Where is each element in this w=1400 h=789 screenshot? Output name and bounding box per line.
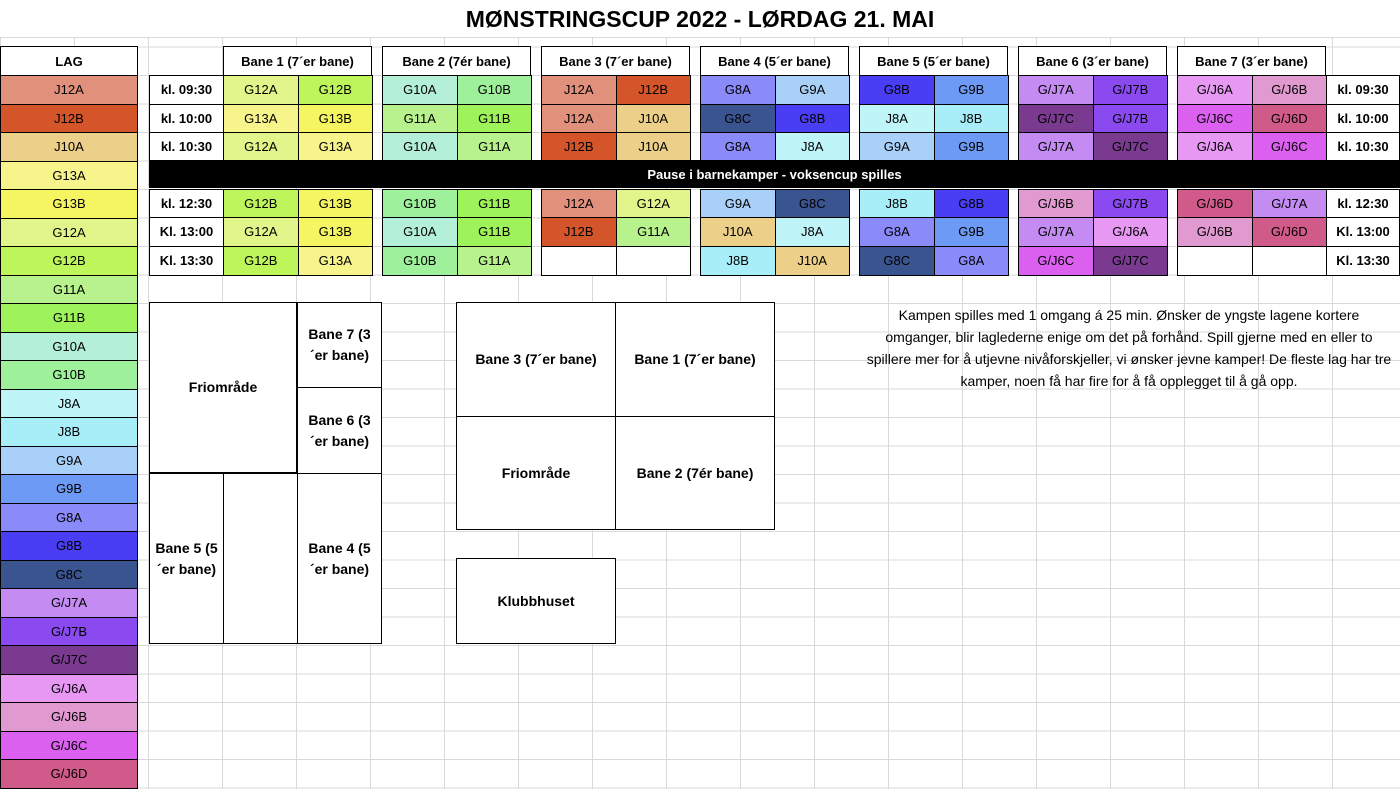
match-team: J8A — [859, 104, 935, 134]
map-bane6: Bane 6 (3´er bane) — [297, 387, 382, 474]
match-team: G9B — [934, 132, 1010, 162]
match-team: G9B — [934, 217, 1010, 247]
page-title: MØNSTRINGSCUP 2022 - LØRDAG 21. MAI — [0, 0, 1400, 38]
lag-item: G12B — [0, 246, 138, 276]
match-team: G13A — [223, 104, 299, 134]
lag-item: G13A — [0, 161, 138, 191]
match-team: G9A — [859, 132, 935, 162]
match-team: J10A — [700, 217, 776, 247]
match-team: G10A — [382, 217, 458, 247]
match-team — [616, 246, 692, 276]
match-team: G13B — [298, 217, 374, 247]
pause-banner: Pause i barnekamper - voksencup spilles — [149, 160, 1400, 188]
lag-item: G8A — [0, 503, 138, 533]
match-team: G/J6C — [1177, 104, 1253, 134]
map-bane2: Bane 2 (7ér bane) — [615, 416, 775, 530]
match-team: G/J6D — [1252, 217, 1328, 247]
lag-item: G/J7B — [0, 617, 138, 647]
lag-header: LAG — [0, 46, 138, 76]
match-team: G/J7A — [1252, 189, 1328, 219]
lag-item: G/J6C — [0, 731, 138, 761]
match-team: J12B — [541, 217, 617, 247]
map-friomrade-right: Friområde — [456, 416, 616, 530]
match-team: J8B — [934, 104, 1010, 134]
match-team: G/J6B — [1252, 75, 1328, 105]
map-bane5: Bane 5 (5´er bane) — [149, 473, 224, 644]
lag-item: G/J7A — [0, 588, 138, 618]
match-team: G8A — [700, 75, 776, 105]
match-team: G8A — [859, 217, 935, 247]
match-team: J12A — [541, 75, 617, 105]
match-team: G/J6A — [1093, 217, 1169, 247]
lag-item: G10A — [0, 332, 138, 362]
lag-item: G/J6A — [0, 674, 138, 704]
match-team — [1252, 246, 1328, 276]
lag-item: G/J6D — [0, 759, 138, 789]
court-header: Bane 1 (7´er bane) — [223, 46, 372, 76]
match-team: G/J6C — [1252, 132, 1328, 162]
match-team: G9A — [775, 75, 851, 105]
time-label: kl. 09:30 — [149, 75, 224, 105]
lag-item: J8A — [0, 389, 138, 419]
match-team: G8C — [700, 104, 776, 134]
match-team: G9A — [700, 189, 776, 219]
map-bane7: Bane 7 (3´er bane) — [297, 302, 382, 388]
match-team: G11A — [457, 246, 533, 276]
lag-item: G10B — [0, 360, 138, 390]
match-team: G13B — [298, 104, 374, 134]
time-label-right: Kl. 13:30 — [1326, 246, 1400, 276]
match-team: J8A — [775, 217, 851, 247]
match-team: G/J7A — [1018, 217, 1094, 247]
lag-item: G/J7C — [0, 645, 138, 675]
match-team: J12B — [541, 132, 617, 162]
lag-item: J10A — [0, 132, 138, 162]
match-team: G12B — [223, 246, 299, 276]
map-bane3: Bane 3 (7´er bane) — [456, 302, 616, 417]
map-klubbhuset: Klubbhuset — [456, 558, 616, 644]
court-header: Bane 2 (7ér bane) — [382, 46, 531, 76]
match-team: G/J6A — [1177, 132, 1253, 162]
lag-item: G11B — [0, 303, 138, 333]
match-team: G11A — [616, 217, 692, 247]
match-team: G/J6D — [1177, 189, 1253, 219]
match-team: G9B — [934, 75, 1010, 105]
match-team: J8A — [775, 132, 851, 162]
map-bane1: Bane 1 (7´er bane) — [615, 302, 775, 417]
match-team: J12B — [616, 75, 692, 105]
time-label: Kl. 13:30 — [149, 246, 224, 276]
match-team: G8A — [700, 132, 776, 162]
match-team: G/J7C — [1093, 132, 1169, 162]
map-empty-cell — [223, 473, 298, 644]
map-bane4: Bane 4 (5´er bane) — [297, 473, 382, 644]
lag-item: G8C — [0, 560, 138, 590]
match-team: G12A — [616, 189, 692, 219]
match-team — [1177, 246, 1253, 276]
match-team: J10A — [616, 132, 692, 162]
match-team: J8B — [859, 189, 935, 219]
lag-item: G12A — [0, 218, 138, 248]
match-team: G/J6B — [1018, 189, 1094, 219]
match-team: G/J7B — [1093, 104, 1169, 134]
info-note: Kampen spilles med 1 omgang á 25 min. Ønsker de yngste lagene kortere omganger, blir laglederne enige om det på forhånd. Spill gjerne med en eller to spillere mer for å utjevne nivåforskjeller, vi ønsker jevne kamper! De fleste lag har tre kamper, noen få har fire for å få opplegget til å gå opp. — [866, 307, 1392, 389]
time-label-right: kl. 10:00 — [1326, 104, 1400, 134]
match-team — [541, 246, 617, 276]
match-team: G8A — [934, 246, 1010, 276]
time-label: kl. 10:30 — [149, 132, 224, 162]
match-team: G13B — [298, 189, 374, 219]
match-team: G/J7B — [1093, 189, 1169, 219]
time-label: kl. 12:30 — [149, 189, 224, 219]
match-team: G12B — [223, 189, 299, 219]
match-team: G12A — [223, 75, 299, 105]
match-team: G8B — [859, 75, 935, 105]
match-team: G/J6D — [1252, 104, 1328, 134]
court-header: Bane 4 (5´er bane) — [700, 46, 849, 76]
court-header: Bane 6 (3´er bane) — [1018, 46, 1167, 76]
match-team: J8B — [700, 246, 776, 276]
match-team: G13A — [298, 132, 374, 162]
court-header: Bane 3 (7´er bane) — [541, 46, 690, 76]
match-team: G13A — [298, 246, 374, 276]
lag-item: G9B — [0, 474, 138, 504]
match-team: G8C — [859, 246, 935, 276]
match-team: G11B — [457, 104, 533, 134]
time-label: kl. 10:00 — [149, 104, 224, 134]
court-header: Bane 7 (3´er bane) — [1177, 46, 1326, 76]
match-team: G11A — [457, 132, 533, 162]
match-team: G12B — [298, 75, 374, 105]
match-team: G10A — [382, 75, 458, 105]
match-team: G11B — [457, 217, 533, 247]
lag-item: J12B — [0, 104, 138, 134]
match-team: G12A — [223, 132, 299, 162]
match-team: G10A — [382, 132, 458, 162]
match-team: G8C — [775, 189, 851, 219]
match-team: J10A — [616, 104, 692, 134]
match-team: G/J6C — [1018, 246, 1094, 276]
match-team: G12A — [223, 217, 299, 247]
lag-item: G13B — [0, 189, 138, 219]
match-team: J12A — [541, 104, 617, 134]
match-team: J12A — [541, 189, 617, 219]
match-team: G10B — [382, 189, 458, 219]
map-friomrade-left: Friområde — [149, 302, 297, 473]
time-label: Kl. 13:00 — [149, 217, 224, 247]
match-team: G/J7C — [1018, 104, 1094, 134]
match-team: G/J7A — [1018, 75, 1094, 105]
match-team: G/J6A — [1177, 75, 1253, 105]
match-team: G/J6B — [1177, 217, 1253, 247]
match-team: G/J7C — [1093, 246, 1169, 276]
match-team: G10B — [382, 246, 458, 276]
match-team: G11B — [457, 189, 533, 219]
lag-item: J8B — [0, 417, 138, 447]
lag-item: G8B — [0, 531, 138, 561]
time-label-right: kl. 12:30 — [1326, 189, 1400, 219]
match-team: G10B — [457, 75, 533, 105]
lag-item: G11A — [0, 275, 138, 305]
time-label-right: kl. 09:30 — [1326, 75, 1400, 105]
court-header: Bane 5 (5´er bane) — [859, 46, 1008, 76]
lag-item: J12A — [0, 75, 138, 105]
match-team: J10A — [775, 246, 851, 276]
match-team: G8B — [934, 189, 1010, 219]
lag-item: G9A — [0, 446, 138, 476]
match-team: G/J7A — [1018, 132, 1094, 162]
time-label-right: Kl. 13:00 — [1326, 217, 1400, 247]
match-team: G11A — [382, 104, 458, 134]
time-label-right: kl. 10:30 — [1326, 132, 1400, 162]
lag-item: G/J6B — [0, 702, 138, 732]
match-team: G8B — [775, 104, 851, 134]
match-team: G/J7B — [1093, 75, 1169, 105]
